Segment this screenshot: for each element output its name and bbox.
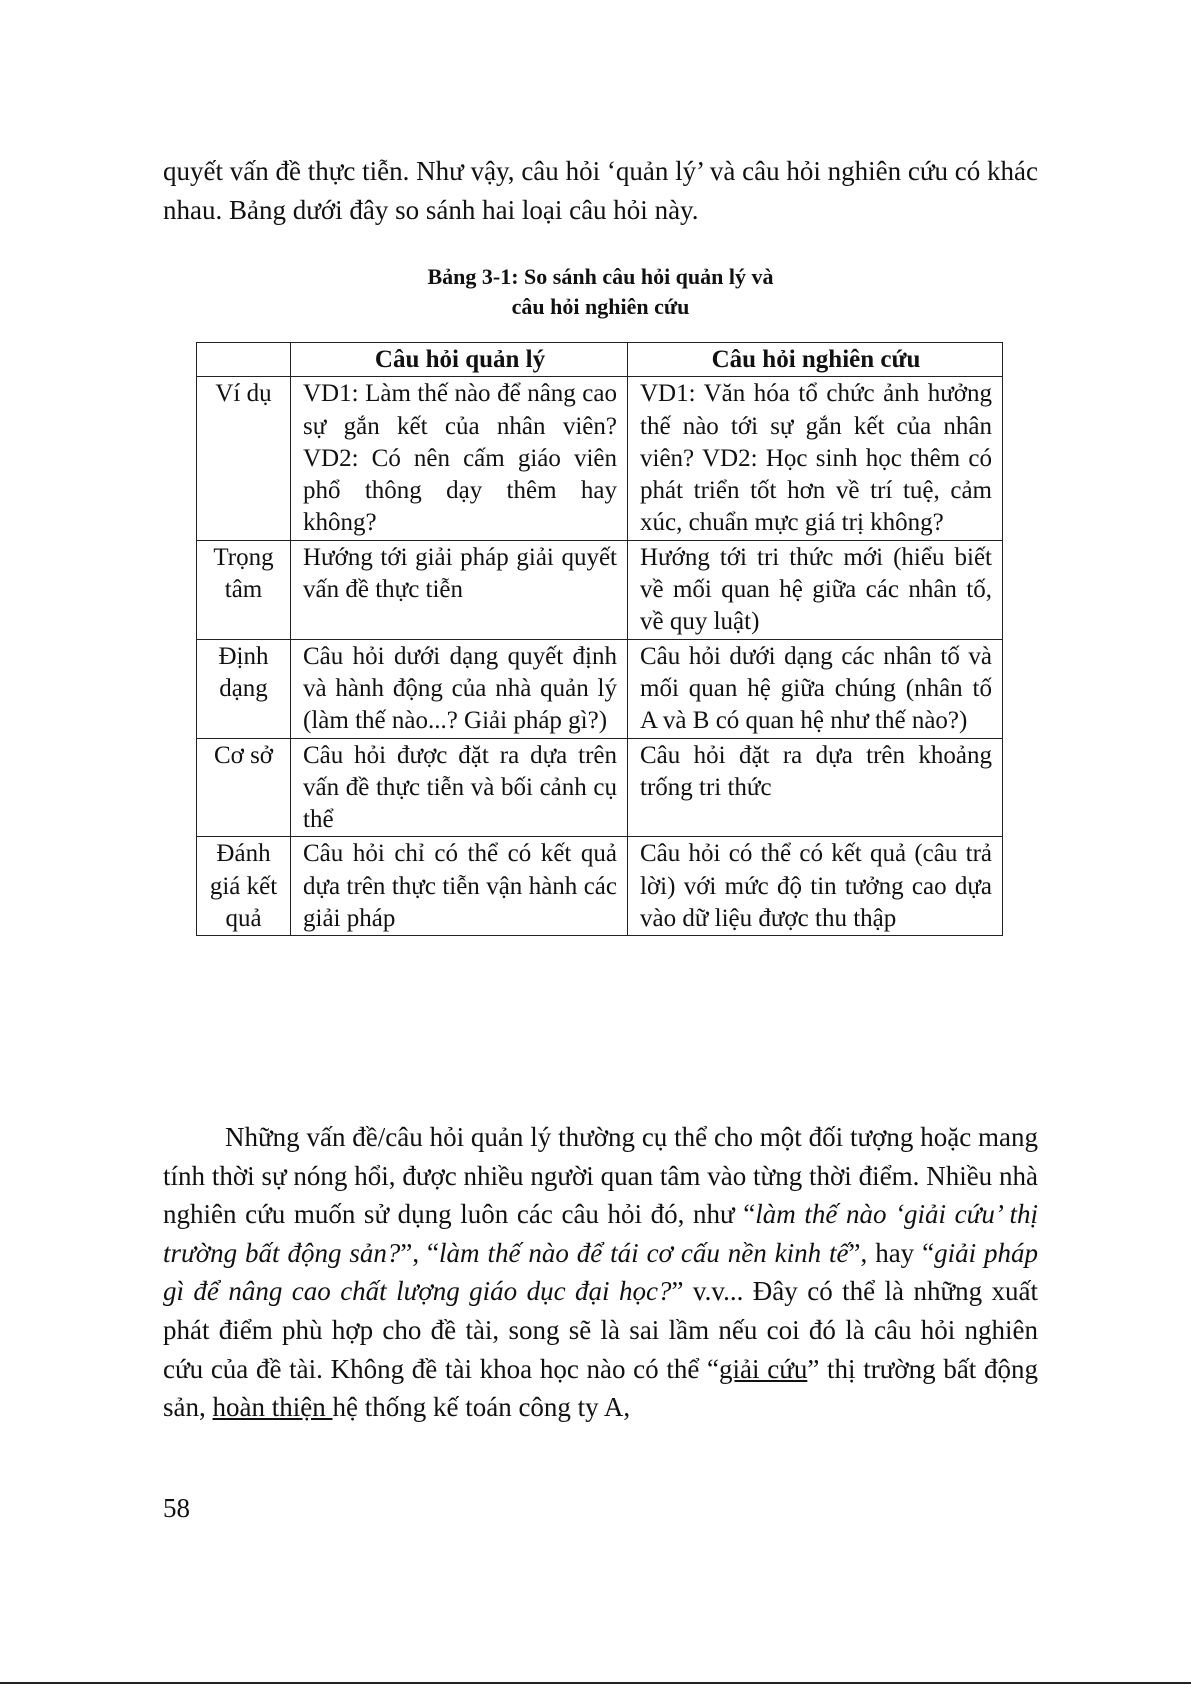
body-italic-quote: làm thế nào để tái cơ cấu nền kinh tế bbox=[439, 1237, 849, 1268]
body-italic-quote: giải pháp gì để nâng cao chất lượng giáo dục đại học? bbox=[163, 1237, 1038, 1307]
management-cell: Hướng tới giải pháp giải quyết vấn đề thực tiễn bbox=[291, 540, 628, 639]
management-cell: Câu hỏi chỉ có thể có kết quả dựa trên thực tiễn vận hành các giải pháp bbox=[291, 837, 628, 936]
bottom-rule bbox=[0, 1682, 1191, 1684]
research-cell: Câu hỏi dưới dạng các nhân tố và mối quan hệ giữa chúng (nhân tố A và B có quan hệ như thế nào?) bbox=[628, 639, 1003, 738]
row-label: Đánh giá kết quả bbox=[197, 837, 291, 936]
body-text: Những vấn đề/câu hỏi quản lý thường cụ thể cho một đối tượng hoặc mang tính thời sự nóng hổi, được nhiều người quan tâm vào từng thời điểm. Nhiều nhà nghiên cứu muốn sử dụng luôn các câu hỏi đó, như “ bbox=[163, 1122, 1038, 1230]
research-cell: Câu hỏi đặt ra dựa trên khoảng trống tri thức bbox=[628, 738, 1003, 837]
table-caption-line-2: câu hỏi nghiên cứu bbox=[511, 294, 690, 319]
comparison-table bbox=[196, 342, 1003, 936]
intro-paragraph: quyết vấn đề thực tiễn. Như vậy, câu hỏi ‘quản lý’ và câu hỏi nghiên cứu có khác nhau. Bảng dưới đây so sánh hai loại câu hỏi này. bbox=[163, 156, 1038, 225]
research-cell: Hướng tới tri thức mới (hiểu biết về mối quan hệ giữa các nhân tố, về quy luật) bbox=[628, 540, 1003, 639]
body-text: hệ thống kế toán công ty A, bbox=[332, 1392, 631, 1423]
management-cell: VD1: Làm thế nào để nâng cao sự gắn kết của nhân viên? VD2: Có nên cấm giáo viên phổ thông dạy thêm hay không? bbox=[291, 377, 628, 540]
body-underlined: hoàn thiện bbox=[212, 1392, 333, 1423]
row-label: Trọng tâm bbox=[197, 540, 291, 639]
header-management: Câu hỏi quản lý bbox=[291, 343, 628, 377]
management-cell: Câu hỏi dưới dạng quyết định và hành động của nhà quản lý (làm thế nào...? Giải pháp gì?) bbox=[291, 639, 628, 738]
body-text: ”, hay “ bbox=[848, 1237, 935, 1268]
table-row bbox=[197, 837, 1003, 936]
row-label: Cơ sở bbox=[197, 738, 291, 837]
row-label: Định dạng bbox=[197, 639, 291, 738]
table-row bbox=[197, 377, 1003, 540]
row-label: Ví dụ bbox=[197, 377, 291, 540]
table-caption-line-1: Bảng 3-1: So sánh câu hỏi quản lý và bbox=[427, 264, 774, 289]
body-text: ”, “ bbox=[400, 1237, 440, 1268]
management-cell: Câu hỏi được đặt ra dựa trên vấn đề thực tiễn và bối cảnh cụ thể bbox=[291, 738, 628, 837]
body-underlined: giải cứu bbox=[719, 1353, 808, 1384]
header-research: Câu hỏi nghiên cứu bbox=[628, 343, 1003, 377]
research-cell: VD1: Văn hóa tổ chức ảnh hưởng thế nào tới sự gắn kết của nhân viên? VD2: Học sinh học thêm có phát triển tốt hơn về trí tuệ, cảm xúc, chuẩn mực giá trị không? bbox=[628, 377, 1003, 540]
table-caption bbox=[163, 262, 1038, 322]
body-text: ” thị trường bất động sản, bbox=[163, 1353, 1038, 1423]
body-text: ” v.v... Đây có thể là những xuất phát điểm phù hợp cho đề tài, song sẽ là sai lầm nếu coi đó là câu hỏi nghiên cứu của đề tài. Không đề tài khoa học nào có thể “ bbox=[163, 1276, 1039, 1384]
table-header-row bbox=[197, 343, 1003, 377]
page-number: 58 bbox=[163, 1493, 190, 1523]
body-italic-quote: làm thế nào ‘giải cứu’ thị trường bất động sản? bbox=[163, 1199, 1038, 1268]
table-row bbox=[197, 738, 1003, 837]
table-row bbox=[197, 540, 1003, 639]
header-empty bbox=[197, 343, 291, 377]
research-cell: Câu hỏi có thể có kết quả (câu trả lời) với mức độ tin tưởng cao dựa vào dữ liệu được thu thập bbox=[628, 837, 1003, 936]
table-row bbox=[197, 639, 1003, 738]
body-paragraph bbox=[163, 1118, 1038, 1427]
